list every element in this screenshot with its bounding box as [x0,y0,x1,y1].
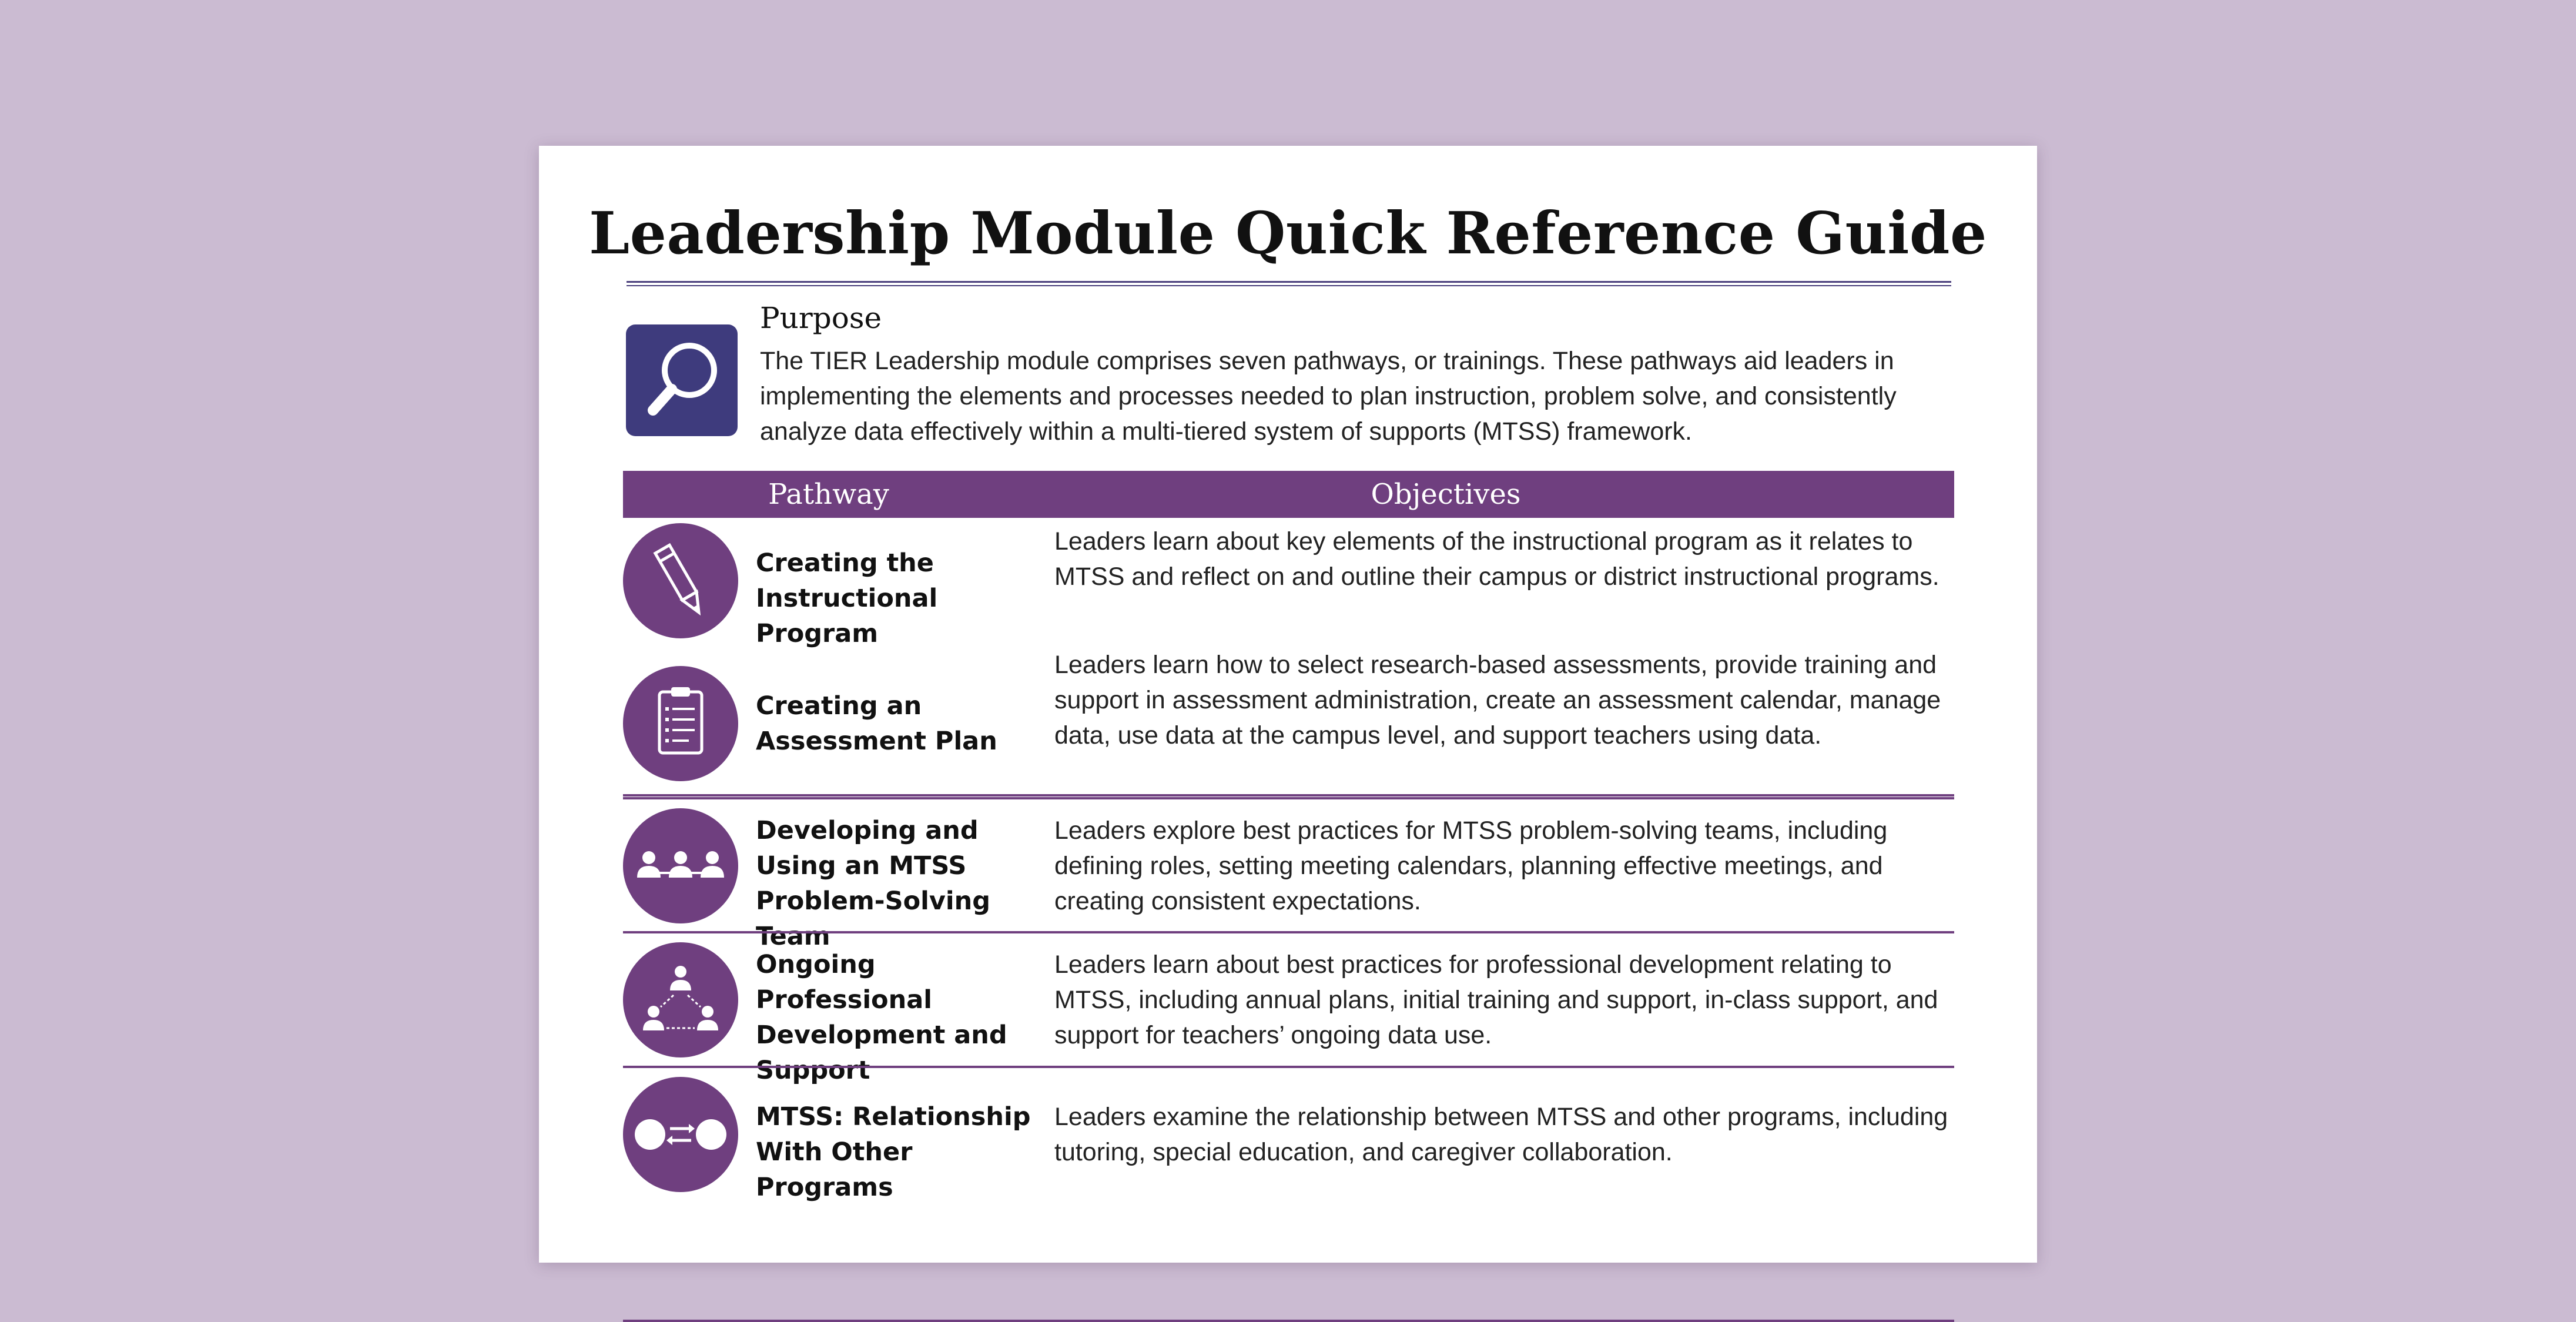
magnifying-glass-icon [626,324,738,436]
pathway-name: Developing and Using an MTSS Problem-Solving Team [756,816,991,951]
purpose-heading: Purpose [760,301,882,335]
pathway-name: Creating an Assessment Plan [756,691,997,756]
exchange-icon [623,1077,738,1192]
pathway-objective: Leaders learn about best practices for professional development relating to MTSS, including annual plans, initial training and support, in-class support, and support for teachers’ ongoing data use. [1054,950,1938,1049]
clipboard-icon [623,666,738,781]
pathway-objective: Leaders examine the relationship between MTSS and other programs, including tutoring, special education, and caregiver collaboration. [1054,1103,1948,1166]
row-divider [623,1320,1954,1322]
objectives-column-header: Objectives [1371,478,1521,511]
pathway-objective: Leaders learn how to select research-based assessments, provide training and support in assessment administration, create an assessment calendar, manage data, use data at the campus level, and support teachers using data. [1054,651,1941,749]
row-divider [623,797,1954,799]
pathway-name: Creating the Instructional Program [756,548,938,648]
table-header [623,471,1954,518]
title-divider [627,281,1951,286]
pencil-icon [623,523,738,638]
row-divider [623,1066,1954,1068]
purpose-text: The TIER Leadership module comprises seven pathways, or trainings. These pathways aid leaders in implementing the elements and processes needed to plan instruction, problem solve, and consistently analyze data effectively within a multi-tiered system of supports (MTSS) framework. [760,347,1897,446]
pathway-column-header: Pathway [768,478,889,511]
row-divider [623,794,1954,796]
pathway-name: MTSS: Relationship With Other Programs [756,1102,1031,1202]
row-divider [623,931,1954,933]
network-icon [623,942,738,1057]
pathway-name: Ongoing Professional Development and Support [756,950,1007,1085]
page-title: Leadership Module Quick Reference Guide [589,200,1987,267]
reference-guide-page [539,146,2037,1263]
team-icon [623,808,738,923]
pathway-objective: Leaders learn about key elements of the instructional program as it relates to MTSS and reflect on and outline their campus or district instructional programs. [1054,527,1939,591]
pathway-objective: Leaders explore best practices for MTSS problem-solving teams, including defining roles, setting meeting calendars, planning effective meetings, and creating consistent expectations. [1054,816,1888,915]
